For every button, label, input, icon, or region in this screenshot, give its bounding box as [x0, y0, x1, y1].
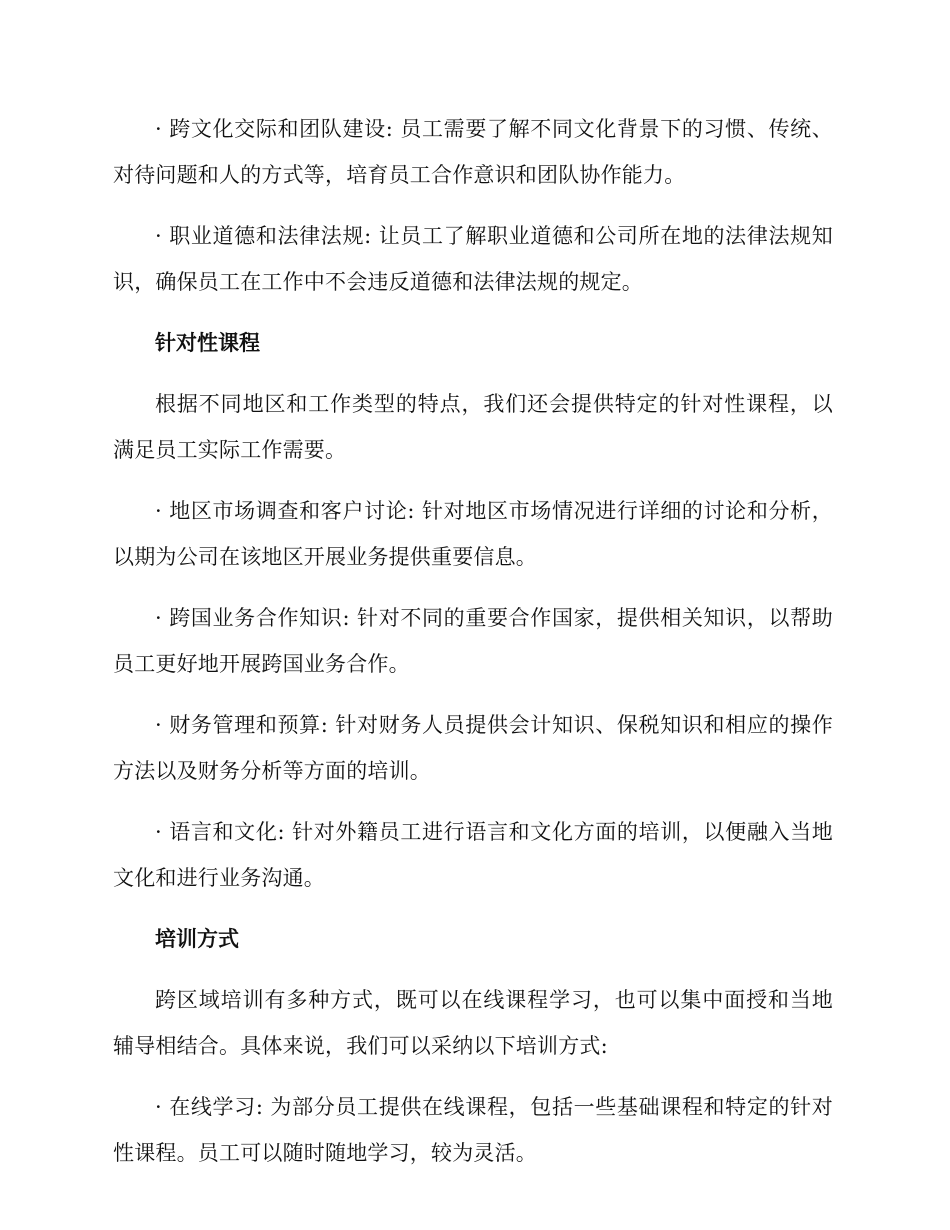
paragraph-targeted-intro: 根据不同地区和工作类型的特点，我们还会提供特定的针对性课程，以满足员工实际工作需要。 [113, 392, 833, 462]
paragraph-methods-intro: 跨区域培训有多种方式，既可以在线课程学习，也可以集中面授和当地辅导相结合。具体来说，我们可以采纳以下培训方式: [113, 988, 833, 1058]
heading-targeted-courses: 针对性课程 [155, 331, 260, 355]
bullet-ethics-law: · 职业道德和法律法规: 让员工了解职业道德和公司所在地的法律法规知识，确保员工在工作中不会违反道德和法律法规的规定。 [113, 224, 833, 294]
heading-training-methods: 培训方式 [155, 927, 239, 951]
bullet-cross-cultural: · 跨文化交际和团队建设: 员工需要了解不同文化背景下的习惯、传统、对待问题和人的方式等，培育员工合作意识和团队协作能力。 [113, 117, 833, 187]
bullet-language-culture: · 语言和文化: 针对外籍员工进行语言和文化方面的培训，以便融入当地文化和进行业务沟通。 [113, 820, 833, 890]
bullet-cross-border-business: · 跨国业务合作知识: 针对不同的重要合作国家，提供相关知识，以帮助员工更好地开展跨国业务合作。 [113, 606, 833, 676]
document-page [113, 106, 833, 1176]
bullet-finance-budget: · 财务管理和预算: 针对财务人员提供会计知识、保税知识和相应的操作方法以及财务分析等方面的培训。 [113, 713, 833, 783]
bullet-market-research: · 地区市场调查和客户讨论: 针对地区市场情况进行详细的讨论和分析，以期为公司在该地区开展业务提供重要信息。 [113, 499, 833, 569]
bullet-online-learning: · 在线学习: 为部分员工提供在线课程，包括一些基础课程和特定的针对性课程。员工可以随时随地学习，较为灵活。 [113, 1095, 833, 1165]
